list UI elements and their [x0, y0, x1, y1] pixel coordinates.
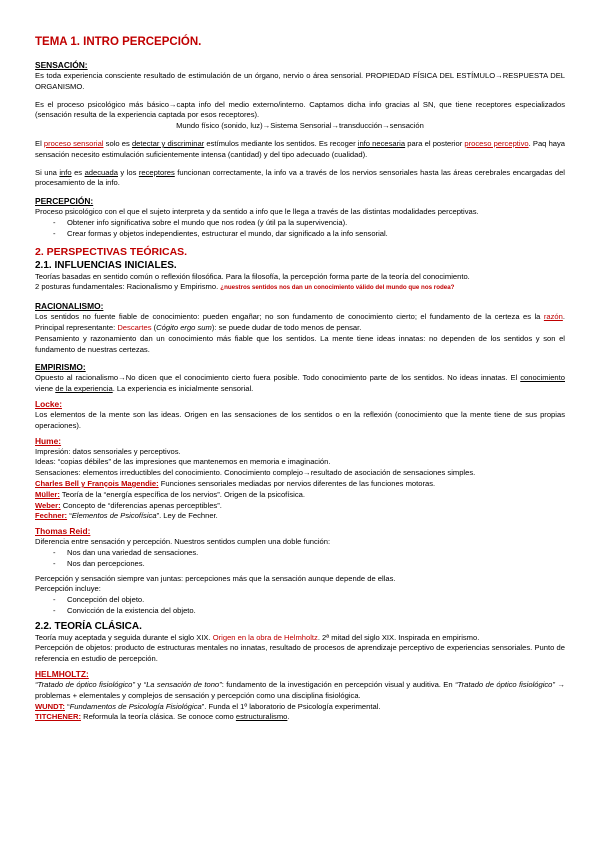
weber-line: Weber: Concepto de “diferencias apenas perceptibles”.	[35, 500, 222, 510]
muller-line: Müller: Teoría de la “energía específica de los nervios”. Origen de la psicofísica.	[35, 489, 306, 499]
teoria-clasica-heading: 2.2. TEORÍA CLÁSICA.	[35, 620, 142, 632]
hume-line-2: Ideas: “copias débiles” de las impresiones que mantenemos en memoria e imaginación.	[35, 457, 331, 467]
racionalismo-heading: RACIONALISMO:	[35, 301, 104, 312]
perspectivas-heading: 2. PERSPECTIVAS TEÓRICAS.	[35, 245, 188, 258]
empirismo-heading: EMPIRISMO:	[35, 362, 86, 373]
helmholtz-paragraph: “Tratado de óptico fisiológico” y “La sensación de tono”: fundamento de la investigación en percepción visual y auditiva. En “Tratado de óptico fisiológico” → problemas + elementales y complejos de sensación y percepción como una disciplina fisiológica.	[35, 680, 565, 700]
influencias-heading: 2.1. INFLUENCIAS INICIALES.	[35, 259, 177, 271]
percepcion-paragraph: Proceso psicológico con el que el sujeto interpreta y da sentido a info que le llega a través de las distintas modalidades perceptivas.	[35, 207, 479, 217]
hume-line-1: Impresión: datos sensoriales y perceptivos.	[35, 446, 181, 456]
sensacion-paragraph-3: El proceso sensorial solo es detectar y discriminar estímulos mediante los sentidos. Es recoger info necesaria para el posterior proceso perceptivo. Paq haya sensación necesito estimulación suficientemente intensa (cantidad) y del tipo adecuado (cualidad).	[35, 138, 566, 159]
empirismo-paragraph-1: Opuesto al racionalismo→No dicen que el conocimiento cierto fuera posible. Todo conocimiento parte de los sentidos. No ideas innatas. El conocimiento viene de la experiencia. La experiencia es inicialmente sensorial.	[35, 373, 565, 394]
percepcion-list	[35, 218, 565, 240]
bell-line: Charles Bell y François Magendie: Funciones sensoriales mediadas por nervios diferentes de las funciones motoras.	[35, 478, 436, 488]
reid-line-2: Percepción y sensación siempre van juntas: percepciones más que la sensación aunque depende de ellas.	[35, 573, 396, 583]
sensacion-paragraph-4: Si una info es adecuada y los receptores funcionan correctamente, la info va a través de los nervios sensoriales hasta las áreas cerebrales encargadas del procesamiento de la info.	[35, 167, 565, 188]
locke-heading: Locke:	[35, 398, 62, 409]
locke-paragraph: Los elementos de la mente son las ideas. Origen en las sensaciones de los sentidos o en la reflexión (conocimiento que la mente tiene de sus propias operaciones).	[35, 409, 565, 430]
influencias-paragraph-2: 2 posturas fundamentales: Racionalismo y Empirismo. ¿nuestros sentidos nos dan un conocimiento válido del mundo que nos rodea?	[35, 282, 455, 292]
racionalismo-paragraph-1: Los sentidos no fuente fiable de conocimiento: pueden engañar; no son fundamento de conocimiento cierto; el fundamento de la certeza es la razón. Principal representante: Descartes (Cógito ergo sum): se puede dudar de todo menos de pensar.	[35, 312, 565, 332]
reid-line-1: Diferencia entre sensación y percepción. Nuestros sentidos cumplen una doble función:	[35, 537, 331, 547]
clasica-paragraph-1: Teoría muy aceptada y seguida durante el siglo XIX. Origen en la obra de Helmholtz. 2ª mitad del siglo XIX. Inspirada en empirismo.	[35, 632, 480, 642]
titchener-line: TITCHENER: Reformula la teoría clásica. Se conoce como estructuralismo.	[35, 712, 290, 722]
wundt-line: WUNDT: “Fundamentos de Psicología Fisiológica”. Funda el 1º laboratorio de Psicología experimental.	[35, 701, 381, 711]
list-item: - Obtener info significativa sobre el mundo que nos rodea (y útil pa la supervivencia).	[35, 218, 565, 229]
reid-list-2	[35, 595, 565, 617]
page-title: TEMA 1. INTRO PERCEPCIÓN.	[35, 36, 202, 48]
hume-line-3: Sensaciones: elementos irreductibles del conocimiento. Conocimiento complejo→resultado de asociación de sensaciones simples.	[35, 468, 476, 478]
list-item: - Convicción de la existencia del objeto.	[35, 606, 565, 617]
helmholtz-heading: HELMHOLTZ:	[35, 669, 89, 680]
clasica-paragraph-2: Percepción de objetos: producto de estructuras mentales no innatas, resultado de procesos de aprendizaje perceptivo de experiencias sensoriales. Punto de referencia en estudio de percepción.	[35, 643, 565, 664]
list-item: - Concepción del objeto.	[35, 595, 565, 606]
reid-heading: Thomas Reid:	[35, 526, 91, 537]
sensacion-heading: SENSACIÓN:	[35, 60, 88, 70]
reid-line-3: Percepción incluye:	[35, 584, 101, 594]
sensacion-paragraph-1: Es toda experiencia consciente resultado de estimulación de un órgano, nervio o área sensorial. PROPIEDAD FÍSICA DEL ESTÍMULO→RESPUESTA DEL ORGANISMO.	[35, 71, 565, 91]
sensacion-flow: Mundo físico (sonido, luz)→Sistema Sensorial→transducción→sensación	[176, 121, 424, 131]
influencias-paragraph-1: Teorías basadas en sentido común o reflexión filosófica. Para la filosofía, la percepción forma parte de la teoría del conocimiento.	[35, 271, 470, 281]
percepcion-heading: PERCEPCIÓN:	[35, 196, 94, 207]
sensacion-paragraph-2: Es el proceso psicológico más básico→capta info del medio externo/interno. Captamos dicha info gracias al SN, que tiene receptores especializados (sensación resulta de la experiencia captada por esos receptores).	[35, 99, 565, 120]
reid-list-1	[35, 548, 565, 570]
list-item: - Nos dan percepciones.	[35, 559, 565, 570]
racionalismo-paragraph-2: Pensamiento y razonamiento dan un conocimiento más fiable que los sentidos. La mente tiene ideas innatas: no dependen de los sentidos y son el fundamento de nuestras certezas.	[35, 333, 565, 354]
fechner-line: Fechner: “Elementos de Psicofísica”. Ley de Fechner.	[35, 511, 218, 521]
list-item: - Crear formas y objetos independientes, estructurar el mundo, dar significado a la info sensorial.	[35, 229, 565, 240]
hume-heading: Hume:	[35, 435, 62, 446]
document-page	[35, 36, 565, 723]
list-item: - Nos dan una variedad de sensaciones.	[35, 548, 565, 559]
